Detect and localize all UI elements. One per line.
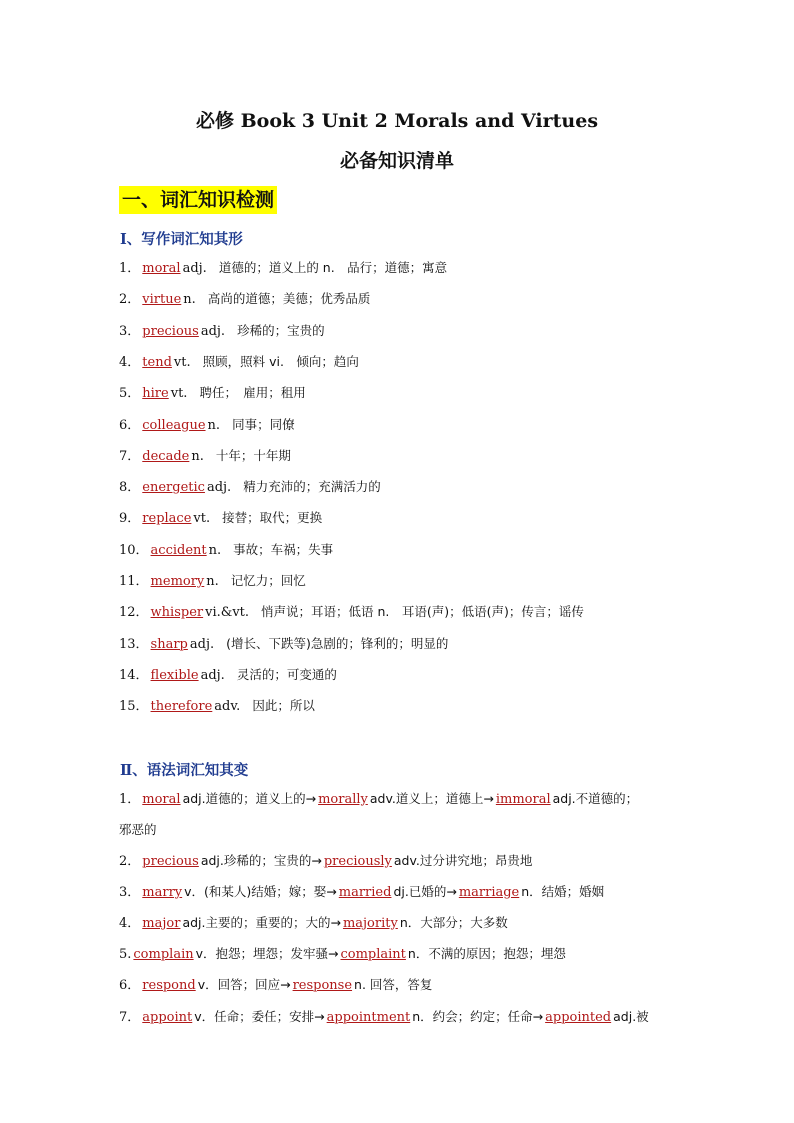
item-number: 2． [119, 854, 141, 869]
vocab-item [119, 354, 359, 371]
item-text: n．大部分；大多数 [399, 915, 508, 930]
item-meaning: 照顾，照料 vi. 倾向；趋向 [202, 353, 359, 369]
vocab-item [119, 698, 315, 715]
answer-word: moral [142, 261, 181, 276]
item-number: 14． [119, 667, 149, 683]
answer-word: morally [318, 792, 368, 807]
item-number: 1． [119, 261, 141, 276]
item-number: 12． [119, 605, 149, 621]
answer-word: appointment [326, 1010, 411, 1025]
item-meaning: 精力充沛的；充满活力的 [243, 479, 381, 495]
item-number: 15． [119, 699, 149, 715]
vocab-item [119, 604, 584, 621]
answer-word: majority [342, 916, 398, 931]
item-meaning: (增长、下跌等)急剧的；锋利的；明显的 [226, 635, 449, 651]
vocab-item [119, 636, 448, 653]
part1-heading: Ⅰ、写作词汇知其形 [120, 231, 243, 248]
vocab-item [119, 385, 306, 402]
item-text: adv.过分讲究地；昂贵地 [393, 853, 533, 868]
item-number: 7． [119, 1010, 141, 1025]
item-text: adv.道义上；道德上→ [369, 791, 494, 806]
item-number: 4． [119, 916, 141, 931]
item-meaning: 事故；车祸；失事 [233, 541, 334, 557]
item-text: adj.不道德的； [552, 791, 639, 806]
answer-word: appointed [545, 1010, 612, 1025]
vocab-item [119, 323, 325, 340]
item-text: adj.被 [613, 1009, 649, 1024]
item-meaning: 灵活的；可变通的 [236, 666, 337, 682]
list-item [119, 977, 432, 994]
item-text: adj.道德的；道义上的→ [182, 791, 317, 806]
item-text: adj.珍稀的；宝贵的→ [200, 853, 322, 868]
item-number: 3． [119, 323, 141, 339]
vocab-item [119, 479, 381, 496]
item-number: 2． [119, 292, 141, 308]
item-meaning: 同事；同僚 [232, 416, 295, 432]
item-number: 6． [119, 978, 141, 993]
answer-word: marry [142, 885, 183, 900]
item-meaning: 聘任； 雇用；租用 [199, 385, 306, 401]
item-meaning: 悄声说；耳语；低语 n. 耳语(声)；低语(声)；传言；谣传 [261, 604, 584, 620]
list-item [119, 884, 604, 901]
answer-word: complain [133, 947, 194, 962]
answer-word: accident [150, 542, 207, 558]
item-meaning: 记忆力；回忆 [230, 573, 306, 588]
part-of-speech: n. [207, 417, 221, 433]
item-meaning: 珍稀的；宝贵的 [237, 322, 325, 338]
list-item [119, 946, 566, 963]
item-number: 5． [119, 386, 141, 402]
answer-word: tend [142, 354, 172, 370]
item-meaning: 高尚的道德；美德；优秀品质 [207, 291, 371, 307]
answer-word: therefore [150, 699, 213, 715]
answer-word: married [338, 885, 392, 900]
answer-word: complaint [340, 947, 406, 962]
item-number: 7． [119, 448, 141, 464]
item-number: 10． [119, 542, 149, 558]
page-title: 必修 Book 3 Unit 2 Morals and Virtues [195, 110, 599, 132]
item-number: 9． [119, 511, 141, 527]
answer-word: response [292, 978, 353, 993]
item-number: 8． [119, 480, 141, 496]
item-text: v．抱怨；埋怨；发牢骚→ [195, 946, 339, 961]
item-text: n．不满的原因；抱怨；埋怨 [407, 946, 566, 961]
vocab-item [119, 417, 295, 434]
part-of-speech: adj. [200, 323, 226, 339]
item-number: 1． [119, 792, 141, 807]
part-of-speech: n. [206, 574, 219, 589]
answer-word: moral [142, 792, 181, 807]
part-of-speech: vt. [193, 511, 211, 527]
item-number: 4． [119, 354, 141, 370]
part-of-speech: n. [191, 448, 204, 464]
part-of-speech: vt. [173, 354, 191, 370]
item-meaning: 接替；取代；更换 [222, 510, 323, 526]
answer-word: marriage [458, 885, 520, 900]
vocab-item [119, 667, 337, 684]
answer-word: whisper [150, 605, 204, 621]
part2-heading: Ⅱ、语法词汇知其变 [120, 762, 249, 779]
item-number: 6． [119, 417, 141, 433]
vocab-item [119, 542, 333, 559]
answer-word: respond [142, 978, 196, 993]
item-text: v．(和某人)结婚；嫁；娶→ [184, 884, 337, 899]
item-number: 3． [119, 885, 141, 900]
answer-word: energetic [142, 480, 205, 496]
vocab-item [119, 260, 447, 277]
answer-word: appoint [142, 1010, 193, 1025]
vocab-item [119, 510, 322, 527]
answer-word: preciously [323, 854, 392, 869]
part-of-speech: n. [208, 542, 222, 558]
part-of-speech: adv. [214, 699, 241, 715]
item-meaning: 道德的；道义上的 n. 品行；道德；寓意 [218, 260, 448, 275]
answer-word: flexible [150, 667, 199, 683]
item-text: n. 回答，答复 [354, 977, 433, 992]
answer-word: decade [142, 448, 190, 464]
item-text: n．约会；约定；任命→ [412, 1009, 544, 1024]
section-heading: 一、词汇知识检测 [119, 186, 277, 214]
answer-word: major [142, 916, 181, 931]
item-number: 13． [119, 636, 149, 652]
answer-word: precious [142, 323, 199, 339]
item-text: v．任命；委任；安排→ [194, 1009, 325, 1024]
list-item [119, 791, 638, 808]
list-item [119, 1009, 649, 1026]
answer-word: colleague [142, 417, 206, 433]
item-number: 11． [119, 574, 149, 589]
part-of-speech: n. [183, 292, 196, 308]
item-text: adj.主要的；重要的；大的→ [182, 915, 341, 930]
item-number: 5. [119, 947, 132, 962]
answer-word: replace [142, 511, 192, 527]
list-item-continuation [119, 822, 157, 839]
list-item [119, 915, 508, 932]
part-of-speech: adj. [182, 261, 207, 276]
answer-word: immoral [495, 792, 551, 807]
answer-word: sharp [150, 636, 188, 652]
item-text: 邪恶的 [119, 822, 157, 837]
answer-word: precious [142, 854, 199, 869]
vocab-item [119, 573, 306, 590]
item-text: n．结婚；婚姻 [521, 884, 605, 899]
list-item [119, 853, 532, 870]
part-of-speech: adj. [200, 667, 225, 683]
vocab-item [119, 448, 291, 465]
part-of-speech: adj. [189, 636, 215, 652]
part-of-speech: adj. [206, 480, 232, 496]
vocab-item [119, 291, 370, 308]
answer-word: hire [142, 386, 169, 402]
item-meaning: 因此；所以 [252, 698, 315, 714]
part-of-speech: vi.&vt. [205, 605, 250, 621]
item-text: v．回答；回应→ [197, 977, 291, 992]
part-of-speech: vt. [170, 386, 188, 402]
answer-word: memory [150, 574, 205, 589]
item-text: dj.已婚的→ [393, 884, 457, 899]
page-subtitle: 必备知识清单 [339, 150, 454, 172]
item-meaning: 十年；十年期 [215, 447, 291, 463]
answer-word: virtue [142, 292, 182, 308]
